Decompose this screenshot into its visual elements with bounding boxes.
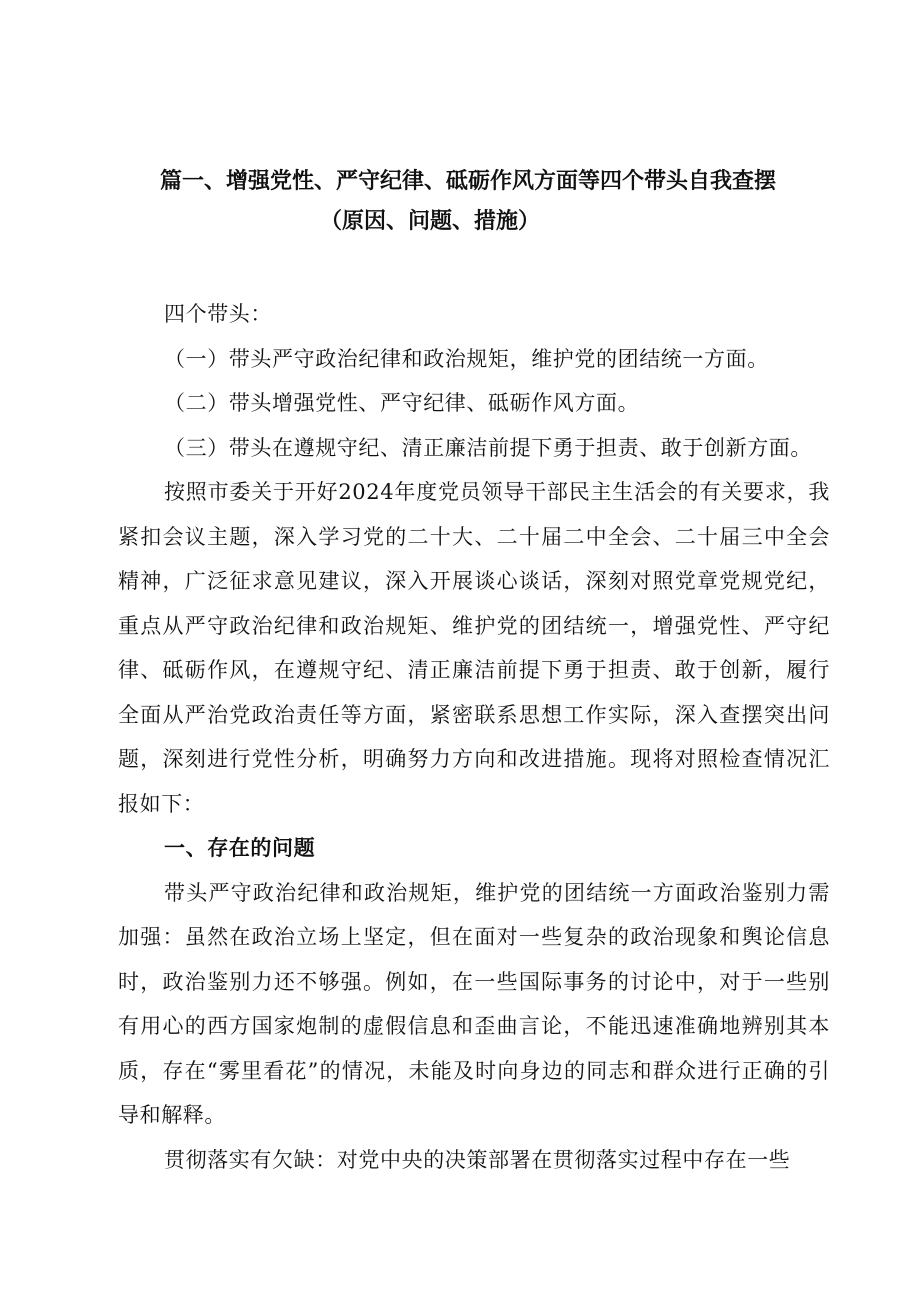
intro-paragraph: 按照市委关于开好2024年度党员领导干部民主生活会的有关要求，我紧扣会议主题，深入学习党的二十大、二十届二中全会、二十届三中全会精神，广泛征求意见建议，深入开展谈心谈话，深刻对照党章党规党纪，重点从严守政治纪律和政治规矩、维护党的团结统一，增强党性、严守纪律、砥砺作风，在遵规守纪、清正廉洁前提下勇于担责、敢于创新，履行全面从严治党政治责任等方面，紧密联系思想工作实际，深入查摆突出问题，深刻进行党性分析，明确努力方向和改进措施。现将对照检查情况汇报如下：: [118, 480, 830, 816]
intro-label: 四个带头：: [164, 302, 272, 326]
paragraph-implementation: 贯彻落实有欠缺：对党中央的决策部署在贯彻落实过程中存在一些: [164, 1147, 791, 1172]
document-body: [118, 292, 830, 1182]
point-2: （二）带头增强党性、严守纪律、砥砺作风方面。: [164, 391, 640, 415]
point-1: （一）带头严守政治纪律和政治规矩，维护党的团结统一方面。: [164, 346, 769, 371]
title-line-2: （原因、问题、措施）: [320, 209, 541, 234]
point-3: （三）带头在遵规守纪、清正廉洁前提下勇于担责、敢于创新方面。: [164, 435, 812, 460]
section-heading: 一、存在的问题: [164, 836, 316, 860]
paragraph-political-discernment: 带头严守政治纪律和政治规矩，维护党的团结统一方面政治鉴别力需加强：虽然在政治立场上坚定，但在面对一些复杂的政治现象和舆论信息时，政治鉴别力还不够强。例如，在一些国际事务的讨论中，对于一些别有用心的西方国家炮制的虚假信息和歪曲言论，不能迅速准确地辨别其本质，存在“雾里看花”的情况，未能及时向身边的同志和群众进行正确的引导和解释。: [118, 880, 830, 1127]
document-title: [160, 162, 860, 242]
title-line-1: 篇一、增强党性、严守纪律、砥砺作风方面等四个带头自我查摆: [160, 169, 777, 194]
